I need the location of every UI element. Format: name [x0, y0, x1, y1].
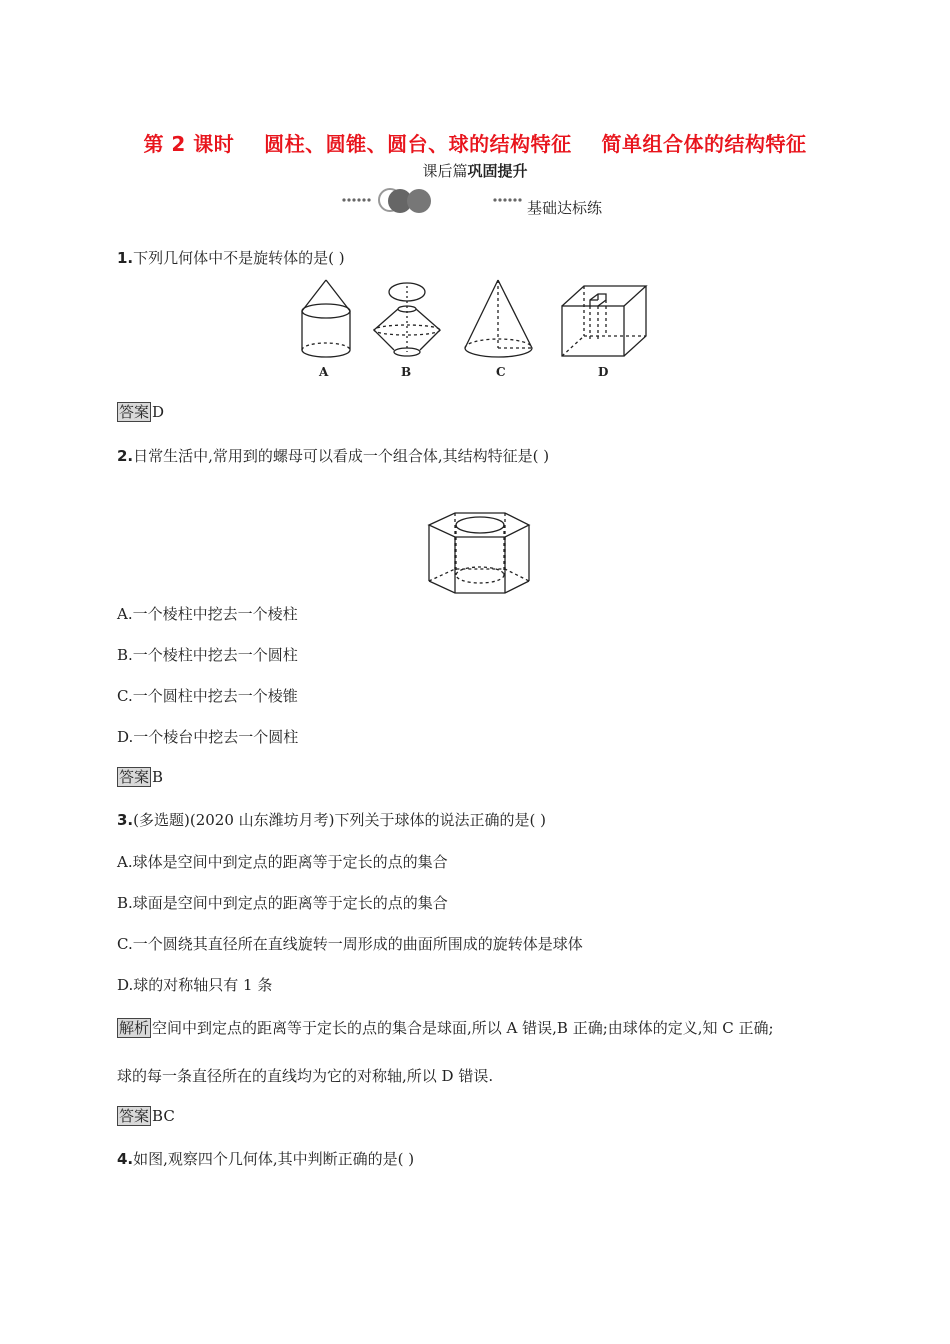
question-2-option-a: A.一个棱柱中挖去一个棱柱 — [117, 605, 298, 623]
question-4-stem: 如图,观察四个几何体,其中判断正确的是( ) — [133, 1150, 415, 1168]
answer-tag: 答案 — [119, 1107, 150, 1125]
question-2-option-c: C.一个圆柱中挖去一个棱锥 — [117, 687, 298, 705]
question-3-option-a: A.球体是空间中到定点的距离等于定长的点的集合 — [117, 853, 448, 871]
analysis-tag: 解析 — [119, 1019, 150, 1037]
answer-3-value: BC — [152, 1107, 175, 1125]
answer-2-value: B — [152, 768, 164, 786]
question-2 — [117, 445, 549, 466]
question-2-option-b: B.一个棱柱中挖去一个圆柱 — [117, 646, 298, 664]
question-2-number: 2. — [117, 447, 134, 465]
question-1 — [117, 247, 345, 268]
question-4 — [117, 1148, 414, 1169]
answer-1-value: D — [152, 403, 165, 421]
question-3-number: 3. — [117, 811, 134, 829]
question-3-stem: (多选题)(2020 山东潍坊月考)下列关于球体的说法正确的是( ) — [133, 811, 546, 829]
figure-a-cone-on-cylinder — [302, 280, 350, 357]
question-3-option-c: C.一个圆绕其直径所在直线旋转一周形成的曲面所围成的旋转体是球体 — [117, 935, 583, 953]
figure-label-d: D — [598, 365, 609, 379]
figure-c-cone — [465, 280, 532, 357]
answer-tag: 答案 — [119, 768, 150, 786]
question-2-stem: 日常生活中,常用到的螺母可以看成一个组合体,其结构特征是( ) — [133, 447, 550, 465]
question-1-figure — [290, 278, 670, 388]
question-1-stem: 下列几何体中不是旋转体的是( ) — [133, 249, 345, 267]
subtitle-bold: 巩固提升 — [467, 162, 528, 180]
figure-b-revolved-solid — [374, 283, 440, 356]
answer-1 — [117, 402, 164, 422]
subtitle-prefix: 课后篇 — [422, 162, 468, 180]
question-3 — [117, 809, 546, 830]
question-2-nut-figure — [425, 505, 535, 597]
question-3-option-d: D.球的对称轴只有 1 条 — [117, 976, 273, 994]
analysis-3-line-1: 空间中到定点的距离等于定长的点的集合是球面,所以 A 错误,B 正确;由球体的定义,知 C 正确; — [152, 1019, 774, 1037]
analysis-3 — [117, 1017, 774, 1038]
figure-label-a: A — [319, 365, 329, 379]
section-label: 基础达标练 — [527, 199, 603, 217]
figure-label-c: C — [496, 365, 506, 379]
question-2-option-d: D.一个棱台中挖去一个圆柱 — [117, 728, 299, 746]
question-4-number: 4. — [117, 1150, 134, 1168]
answer-3 — [117, 1106, 175, 1126]
figure-label-b: B — [401, 365, 412, 379]
question-1-number: 1. — [117, 249, 134, 267]
answer-2 — [117, 767, 163, 787]
analysis-3-line-2: 球的每一条直径所在的直线均为它的对称轴,所以 D 错误. — [117, 1067, 494, 1085]
figure-d-cube-with-hole — [562, 286, 646, 356]
page-title: 第 2 课时 圆柱、圆锥、圆台、球的结构特征 简单组合体的结构特征 — [143, 132, 807, 156]
question-3-option-b: B.球面是空间中到定点的距离等于定长的点的集合 — [117, 894, 448, 912]
subtitle — [0, 160, 950, 181]
answer-tag: 答案 — [119, 403, 150, 421]
